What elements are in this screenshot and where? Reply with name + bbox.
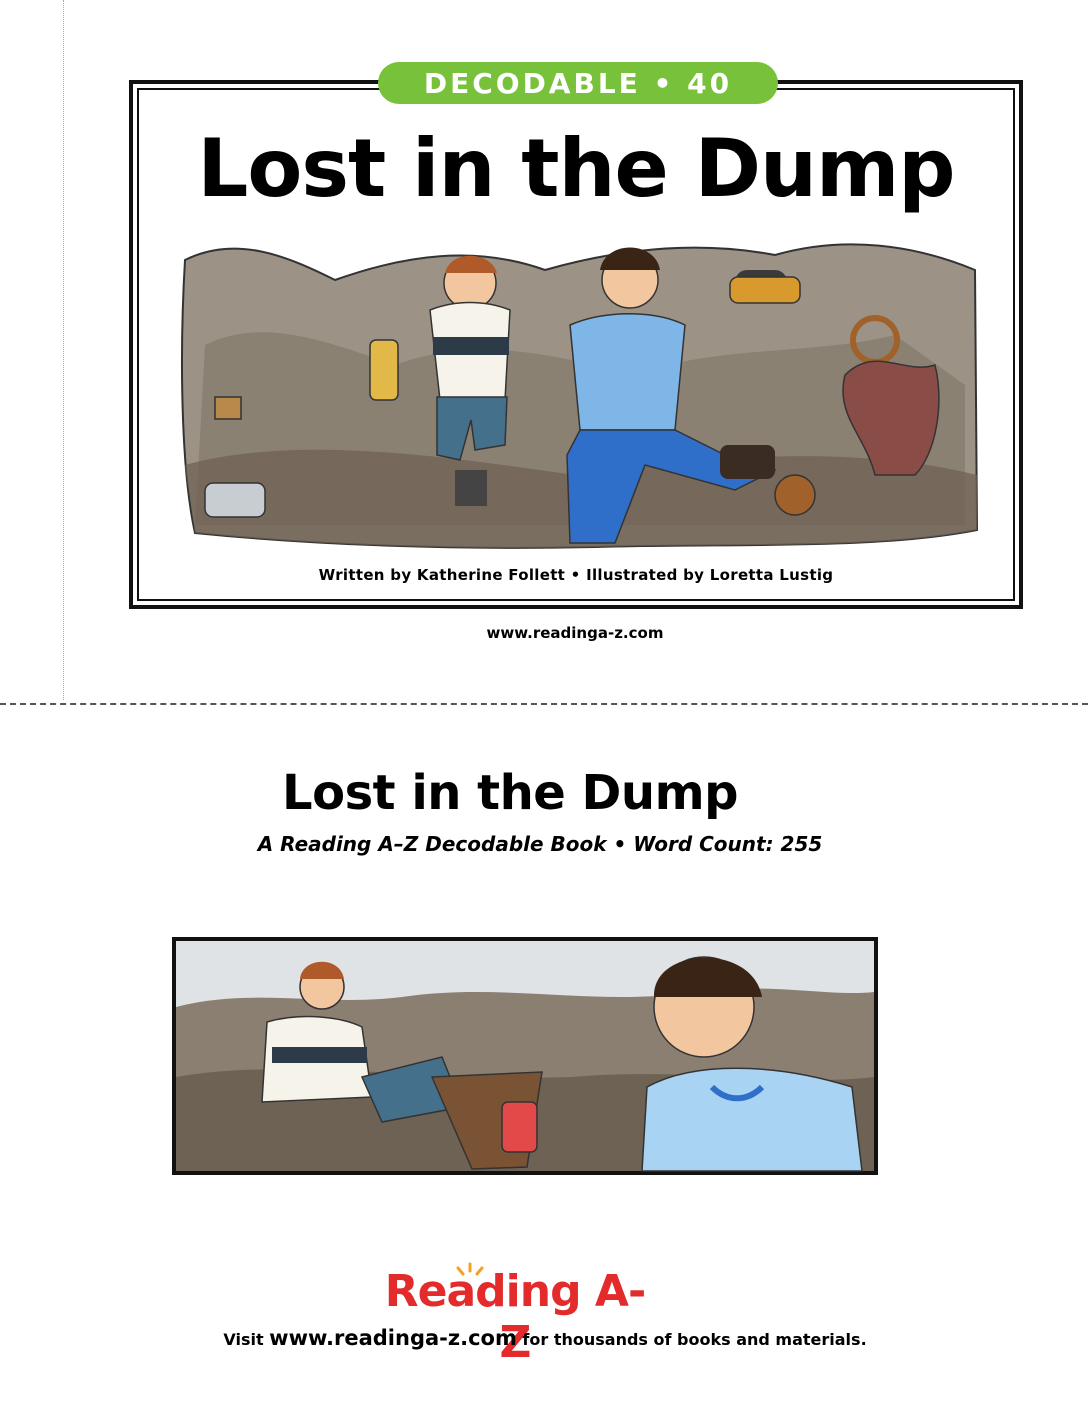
logo-text: Reading A-Z <box>384 1266 646 1368</box>
visit-prefix: Visit <box>223 1330 270 1349</box>
visit-url[interactable]: www.readinga-z.com <box>269 1326 517 1350</box>
back-illustration <box>172 937 878 1175</box>
cover-title: Lost in the Dump <box>197 122 955 215</box>
cover-credits: Written by Katherine Follett • Illustrated by Loretta Lustig <box>318 566 834 584</box>
book-subtitle: A Reading A–Z Decodable Book • Word Count: 255 <box>257 832 823 856</box>
cut-line <box>0 703 1088 705</box>
back-title: Lost in the Dump <box>282 765 738 821</box>
visit-line <box>150 1326 940 1350</box>
cover-url[interactable]: www.readinga-z.com <box>486 624 664 642</box>
visit-suffix: for thousands of books and materials. <box>516 1330 867 1349</box>
level-badge: DECODABLE • 40 <box>378 62 778 104</box>
fold-line <box>63 0 64 700</box>
cover-illustration <box>175 225 981 550</box>
